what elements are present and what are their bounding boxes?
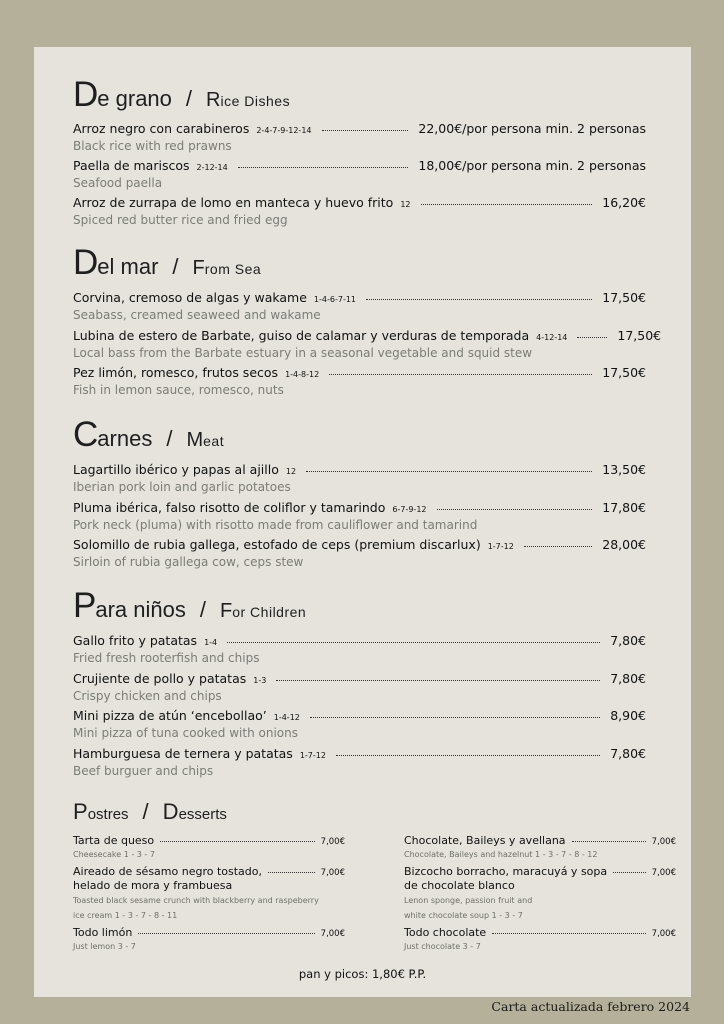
- menu-item: Solomillo de rubia gallega, estofado de ceps (premium discarlux) 1-7-12 28,00€ Sirloin of rubia gallega cow, ceps stew: [73, 537, 646, 569]
- dessert-item: Bizcocho borracho, maracuyá y sopa 7,00€ de chocolate blanco Lenon sponge, passion fruit and white chocolate soup 1 - 3 - 7: [404, 865, 676, 920]
- menu-item: Paella de mariscos 2-12-14 18,00€/por persona min. 2 personas Seafood paella: [73, 158, 646, 190]
- menu-item: Gallo frito y patatas 1-4 7,80€ Fried fresh rooterfish and chips: [73, 633, 646, 665]
- updated-date: Carta actualizada febrero 2024: [491, 999, 690, 1014]
- dessert-item: Todo limón 7,00€ Just lemon 3 - 7: [73, 926, 345, 951]
- menu-item: Crujiente de pollo y patatas 1-3 7,80€ Crispy chicken and chips: [73, 671, 646, 703]
- menu-item: Lagartillo ibérico y papas al ajillo 12 13,50€ Iberian pork loin and garlic potatoes: [73, 462, 646, 494]
- section-title-meat: Carnes / Meat: [73, 415, 225, 454]
- menu-item: Arroz negro con carabineros 2-4-7-9-12-14 22,00€/por persona min. 2 personas Black rice with red prawns: [73, 121, 646, 153]
- menu-card: [34, 47, 691, 997]
- dessert-item: Todo chocolate 7,00€ Just chocolate 3 - 7: [404, 926, 676, 951]
- menu-item: Lubina de estero de Barbate, guiso de calamar y verduras de temporada 4-12-14 17,50€ Local bass from the Barbate estuary in a seasonal vegetable and squid stew: [73, 328, 662, 360]
- menu-item: Mini pizza de atún ‘encebollao’ 1-4-12 8,90€ Mini pizza of tuna cooked with onions: [73, 708, 646, 740]
- section-title-rice: De grano / Rice Dishes: [73, 75, 291, 114]
- section-title-children: Para niños / For Children: [73, 586, 307, 625]
- menu-item: Corvina, cremoso de algas y wakame 1-4-6-7-11 17,50€ Seabass, creamed seaweed and wakame: [73, 290, 646, 322]
- dessert-item: Tarta de queso 7,00€ Cheesecake 1 - 3 - 7: [73, 834, 345, 859]
- section-title-sea: Del mar / From Sea: [73, 243, 262, 282]
- bread-charge: pan y picos: 1,80€ P.P.: [298, 967, 427, 981]
- dessert-item: Chocolate, Baileys y avellana 7,00€ Chocolate, Baileys and hazelnut 1 - 3 - 7 - 8 - 12: [404, 834, 676, 859]
- menu-item: Hamburguesa de ternera y patatas 1-7-12 7,80€ Beef burguer and chips: [73, 746, 646, 778]
- menu-item: Pluma ibérica, falso risotto de coliflor y tamarindo 6-7-9-12 17,80€ Pork neck (pluma) with risotto made from cauliflower and tamarind: [73, 500, 646, 532]
- dessert-item: Aireado de sésamo negro tostado, 7,00€ helado de mora y frambuesa Toasted black sesame crunch with blackberry and raspeberry ice cream 1 - 3 - 7 - 8 - 11: [73, 865, 345, 920]
- section-title-desserts: Postres / Desserts: [73, 799, 227, 824]
- menu-item: Arroz de zurrapa de lomo en manteca y huevo frito 12 16,20€ Spiced red butter rice and fried egg: [73, 195, 646, 227]
- menu-item: Pez limón, romesco, frutos secos 1-4-8-12 17,50€ Fish in lemon sauce, romesco, nuts: [73, 365, 646, 397]
